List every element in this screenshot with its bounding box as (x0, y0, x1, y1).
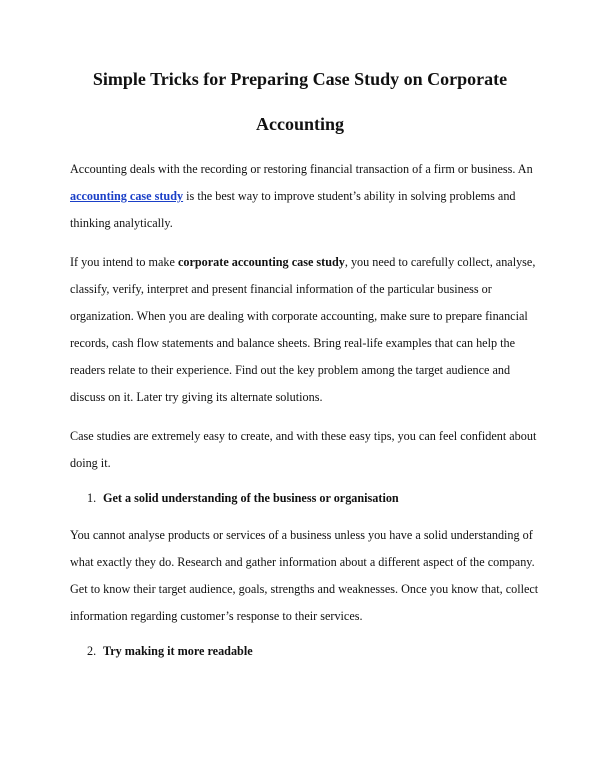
paragraph-2-line-3: organization. When you are dealing with corporate accounting, make sure to prepare financial (70, 309, 528, 323)
paragraph-2-line-1 (70, 254, 550, 270)
paragraph-1-line-2-text: is the best way to improve student’s ability in solving problems and (183, 189, 516, 203)
paragraph-1-line-2 (70, 188, 550, 204)
paragraph-2-line-4: records, cash flow statements and balance sheets. Bring real-life examples that can help the (70, 336, 516, 350)
paragraph-2-line-6: discuss on it. Later try giving its alternate solutions. (70, 390, 323, 404)
paragraph-3-line-2: doing it. (70, 456, 111, 470)
list-item-2-heading: Try making it more readable (103, 644, 253, 658)
list-item-1-number: 1. (87, 491, 97, 505)
corporate-accounting-bold: corporate accounting case study (177, 255, 345, 269)
paragraph-4-line-3: Get to know their target audience, goals, strengths and weaknesses. Once you know that, collect (70, 582, 539, 596)
paragraph-3-line-1: Case studies are extremely easy to create, and with these easy tips, you can feel confident about (70, 429, 537, 443)
document-title-line-1: Simple Tricks for Preparing Case Study on Corporate (92, 69, 508, 89)
paragraph-2-line-5: readers relate to their experience. Find out the key problem among the target audience and (70, 363, 511, 377)
paragraph-2-line-1-pre: If you intend to make (70, 255, 178, 269)
list-item-2-number: 2. (87, 644, 97, 658)
list-item-1-heading: Get a solid understanding of the business or organisation (103, 491, 399, 505)
paragraph-2-line-1-post: , you need to carefully collect, analyse, (344, 255, 536, 269)
document-title-line-2: Accounting (255, 114, 344, 134)
paragraph-2-line-2: classify, verify, interpret and present financial information of the particular business or (70, 282, 492, 296)
paragraph-4-line-4: information regarding customer’s response to their services. (70, 609, 363, 623)
paragraph-4-line-1: You cannot analyse products or services of a business unless you have a solid understanding of (70, 528, 533, 542)
paragraph-4-line-2: what exactly they do. Research and gather information about a different aspect of the company. (70, 555, 535, 569)
accounting-case-study-link[interactable]: accounting case study (70, 189, 184, 203)
paragraph-1-line-3: thinking analytically. (70, 216, 173, 230)
paragraph-1-line-1: Accounting deals with the recording or restoring financial transaction of a firm or business. An (70, 162, 533, 176)
